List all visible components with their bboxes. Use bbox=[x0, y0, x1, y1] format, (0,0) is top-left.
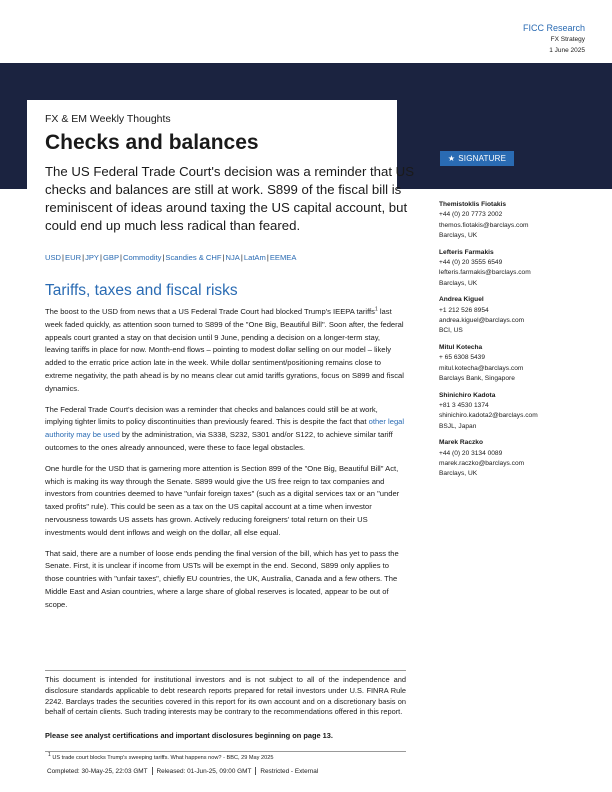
author-email[interactable]: andrea.kiguel@barclays.com bbox=[439, 316, 525, 324]
author-phone: +44 (0) 20 7773 2002 bbox=[439, 211, 503, 219]
signature-badge bbox=[440, 151, 514, 166]
classification-label: Restricted - External bbox=[260, 767, 319, 775]
completed-timestamp: Completed: 30-May-25, 22:03 GMT bbox=[47, 767, 148, 775]
disclaimer-text: This document is intended for institutional investors and is not subject to all of the independence and disclosure standards applicable to debt research reports prepared for retail investors under U.S. FINRA Rule 2242. Barclays trades the securities covered in this report for its own account and on a discretionary basis on behalf of certain clients. Such trading interests may be contrary to the recommendations offered in this report. bbox=[45, 675, 406, 717]
body-paragraph-2: The Federal Trade Court's decision was a reminder that checks and balances could still be at work, implying tighter limits to policy discontinuities than previously feared. This is despite the fact that other legal authority may be used by the administration, via S338, S232, S301 and/or S122, to achieve similar tariff outcomes to the ones already announced, were these to face legal obstacles. bbox=[45, 404, 405, 452]
article-body bbox=[45, 306, 406, 620]
disclaimer-divider bbox=[45, 670, 406, 671]
series-label: FX & EM Weekly Thoughts bbox=[45, 113, 171, 125]
body-paragraph-1: The boost to the USD from news that a US Federal Trade Court had blocked Trump's IEEPA tariffs$^1$ last week faded quickly, as attention soon turned to S899 of the "One Big, Beautiful Bill". Soon after, the federal appeals court granted a stay on that decision until 9 June, pending a decision on a longer-term stay, leaving tariffs in place for now. Month-end flows – pointing to modest dollar selling on our model – likely added to the erratic price action late in the week. While dollar sentiment/positioning remains close to extreme negativity, the path ahead is by no means clear cut amid tariffs gyrations, focus on S899 and fiscal dynamics. bbox=[45, 306, 404, 393]
author-phone: +44 (0) 20 3555 6549 bbox=[439, 258, 503, 266]
status-bar bbox=[45, 767, 320, 775]
released-timestamp: Released: 01-Jun-25, 09:00 GMT bbox=[156, 767, 252, 775]
footnote-divider bbox=[45, 751, 406, 752]
footnote-text: US trade court blocks Trump's sweeping tariffs. What happens now? - BBC, 29 May 2025 bbox=[52, 755, 274, 761]
author-email[interactable]: mitul.kotecha@barclays.com bbox=[439, 364, 524, 372]
footnote-ref[interactable]: 1 bbox=[374, 306, 378, 313]
footnote bbox=[48, 752, 274, 761]
body-paragraph-4: That said, there are a number of loose ends pending the final version of the bill, which has yet to pass the Senate. First, it is unclear if income from USTs will be exempt in the end. Second, S899 only applies to those countries with "unfair taxes", chiefly EU countries, the UK, Australia, Canada and a few others. The Middle East and Asian countries, where a large share of global reserves is located, appear to be out of scope. bbox=[45, 548, 399, 609]
author-name: Mitul Kotecha bbox=[439, 344, 483, 352]
author-list bbox=[439, 200, 599, 486]
author-email[interactable]: shinichiro.kadota2@barclays.com bbox=[439, 412, 538, 420]
author-phone: +81 3 4530 1374 bbox=[439, 402, 489, 410]
author-card bbox=[439, 343, 599, 384]
signature-badge-label: SIGNATURE bbox=[458, 154, 507, 163]
tag-link-eur[interactable]: EUR bbox=[65, 253, 82, 262]
author-name: Themistoklis Fiotakis bbox=[439, 201, 507, 208]
author-name: Andrea Kiguel bbox=[439, 296, 484, 304]
desk-label: FX Strategy bbox=[550, 36, 585, 43]
certifications-note: Please see analyst certifications and important disclosures beginning on page 13. bbox=[45, 731, 333, 740]
star-icon: ★ bbox=[447, 154, 456, 163]
division-label: FICC Research bbox=[522, 23, 585, 33]
section-heading: Tariffs, taxes and fiscal risks bbox=[45, 282, 238, 299]
tag-link-latam[interactable]: LatAm bbox=[243, 253, 266, 262]
page-title: Checks and balances bbox=[45, 131, 259, 154]
author-email[interactable]: themos.fiotakis@barclays.com bbox=[439, 221, 529, 229]
body-paragraph-3: One hurdle for the USD that is garnering more attention is Section 899 of the "One Big, Beautiful Bill" Act, which is making its way through the Senate. S899 would give the US free reign to tax companies and investors from countries deemed to have "unfair foreign taxes" (such as a digital services tax or an "under taxed profits" rule). This could be seen as a tax on the US capital account at a time when investor nervousness towards US assets has grown. Actively reducing foreigners' total return on their US investments would dent inflows and weigh on the dollar, all else equal. bbox=[45, 463, 400, 537]
author-entity: BCI, US bbox=[439, 327, 463, 335]
author-entity: BSJL, Japan bbox=[439, 422, 477, 430]
author-card bbox=[439, 248, 599, 289]
author-email[interactable]: lefteris.farmakis@barclays.com bbox=[439, 269, 531, 277]
author-name: Lefteris Farmakis bbox=[439, 248, 494, 256]
tag-link-jpy[interactable]: JPY bbox=[85, 253, 99, 262]
tag-link-scandies-chf[interactable]: Scandies & CHF bbox=[165, 253, 222, 262]
author-entity: Barclays, UK bbox=[439, 470, 478, 478]
author-entity: Barclays Bank, Singapore bbox=[439, 374, 515, 382]
report-header-meta bbox=[523, 23, 585, 56]
author-entity: Barclays, UK bbox=[439, 279, 478, 287]
author-card bbox=[439, 438, 599, 479]
author-card bbox=[439, 391, 599, 432]
author-phone: +44 (0) 20 3134 0089 bbox=[439, 449, 503, 457]
tag-link-nja[interactable]: NJA bbox=[225, 253, 240, 262]
tag-link-gbp[interactable]: GBP bbox=[102, 253, 120, 262]
author-name: Shinichiro Kadota bbox=[439, 391, 496, 399]
footnote-marker: 1 bbox=[48, 752, 51, 759]
author-name: Marek Raczko bbox=[439, 439, 483, 447]
legal-authority-link[interactable]: other legal authority may be used bbox=[45, 417, 405, 440]
publish-date: 1 June 2025 bbox=[549, 47, 585, 54]
status-separator bbox=[152, 767, 153, 775]
lede-summary: The US Federal Trade Court's decision was a reminder that US checks and balances are still at work. S899 of the fiscal bill is reminiscent of ideas around taxing the US capital account, but could end up much less radical than feared. bbox=[45, 164, 414, 233]
author-entity: Barclays, UK bbox=[439, 231, 478, 239]
author-phone: +1 212 526 8954 bbox=[439, 306, 489, 314]
topic-tags: USD|EUR|JPY|GBP|Commodity|Scandies & CHF|NJA|LatAm|EEMEA bbox=[45, 253, 297, 262]
author-phone: + 65 6308 5439 bbox=[439, 354, 486, 362]
tag-link-commodity[interactable]: Commodity bbox=[123, 253, 162, 262]
author-card bbox=[439, 295, 599, 336]
author-email[interactable]: marek.raczko@barclays.com bbox=[439, 460, 525, 468]
tag-link-usd[interactable]: USD bbox=[45, 253, 62, 262]
author-card bbox=[439, 200, 599, 241]
tag-link-eemea[interactable]: EEMEA bbox=[269, 253, 297, 262]
status-separator bbox=[255, 767, 256, 775]
